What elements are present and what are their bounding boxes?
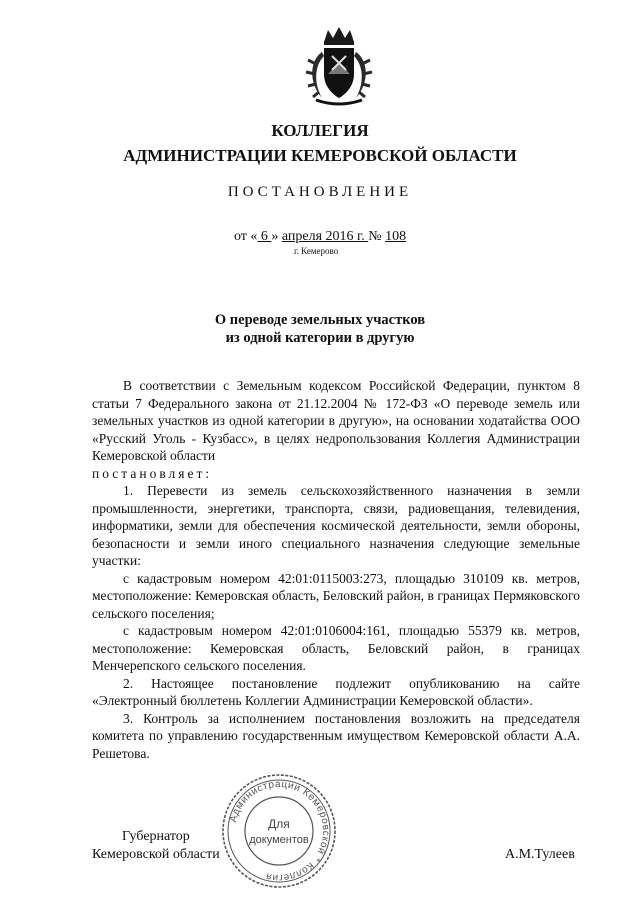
official-stamp: [220, 772, 338, 890]
item-1: 1. Перевести из земель сельскохозяйственного назначения в земли промышленности, энергетики, транспорта, связи, радиовещания, телевидения, информатики, земли для обеспечения космической деятельности, земли обороны, безопасности и земли иного специального назначения следующие земельные участки:: [92, 483, 580, 568]
stamp-center-line1: Для: [268, 817, 290, 831]
item-3: 3. Контроль за исполнением постановления возложить на председателя комитета по управлению государственным имуществом Кемеровской области А.А. Решетова.: [92, 710, 580, 761]
date-day: 6: [257, 229, 272, 244]
parcel-1: с кадастровым номером 42:01:0115003:273, площадью 310109 кв. метров, местоположение: Кемеровская область, Беловский район, в границах Пермяковского сельского поселения;: [92, 570, 580, 621]
intro-paragraph: В соответствии с Земельным кодексом Российской Федерации, пунктом 8 статьи 7 Федерального закона от 21.12.2004 № 172-ФЗ «О переводе земель или земельных участков из одной категории в другую», на основании ходатайства ООО «Русский Уголь - Кузбасс», в целях недропользования Коллегия Администрации Кемеровской области: [92, 378, 580, 463]
number-sign: №: [368, 229, 386, 244]
date-month-year: апреля 2016 г.: [281, 229, 369, 244]
item-2: 2. Настоящее постановление подлежит опубликованию на сайте «Электронный бюллетень Коллегии Администрации Кемеровской области».: [92, 675, 580, 708]
org-title-line2: АДМИНИСТРАЦИИ КЕМЕРОВСКОЙ ОБЛАСТИ: [123, 146, 517, 165]
parcel-2: с кадастровым номером 42:01:0106004:161, площадью 55379 кв. метров, местоположение: Кемеровская область, Беловский район, в границах Менчерепского сельского поселения.: [92, 623, 580, 673]
stamp-center-line2: документов: [249, 834, 309, 846]
date-number-line: [0, 229, 640, 245]
document-type: ПОСТАНОВЛЕНИЕ: [227, 184, 413, 200]
subject-line2: из одной категории в другую: [225, 330, 415, 346]
date-mid: »: [271, 229, 282, 244]
document-subject: [0, 311, 640, 347]
resolves-word: постановляет:: [92, 465, 213, 481]
org-title-line1: КОЛЛЕГИЯ: [271, 121, 369, 140]
signer-name: А.М.Тулеев: [505, 847, 575, 862]
coat-of-arms-icon: [296, 24, 382, 106]
signer-title-line2: Кемеровской области: [92, 847, 220, 862]
stamp-ring-text: Администрации Кемеровской * Коллегия: [227, 778, 332, 884]
date-prefix: от «: [233, 229, 258, 244]
signer-title-line1: Губернатор: [122, 829, 190, 844]
subject-line1: О переводе земельных участков: [214, 312, 426, 328]
document-body: [92, 377, 580, 762]
document-number: 108: [385, 229, 407, 244]
city: г. Кемерово: [294, 246, 339, 256]
